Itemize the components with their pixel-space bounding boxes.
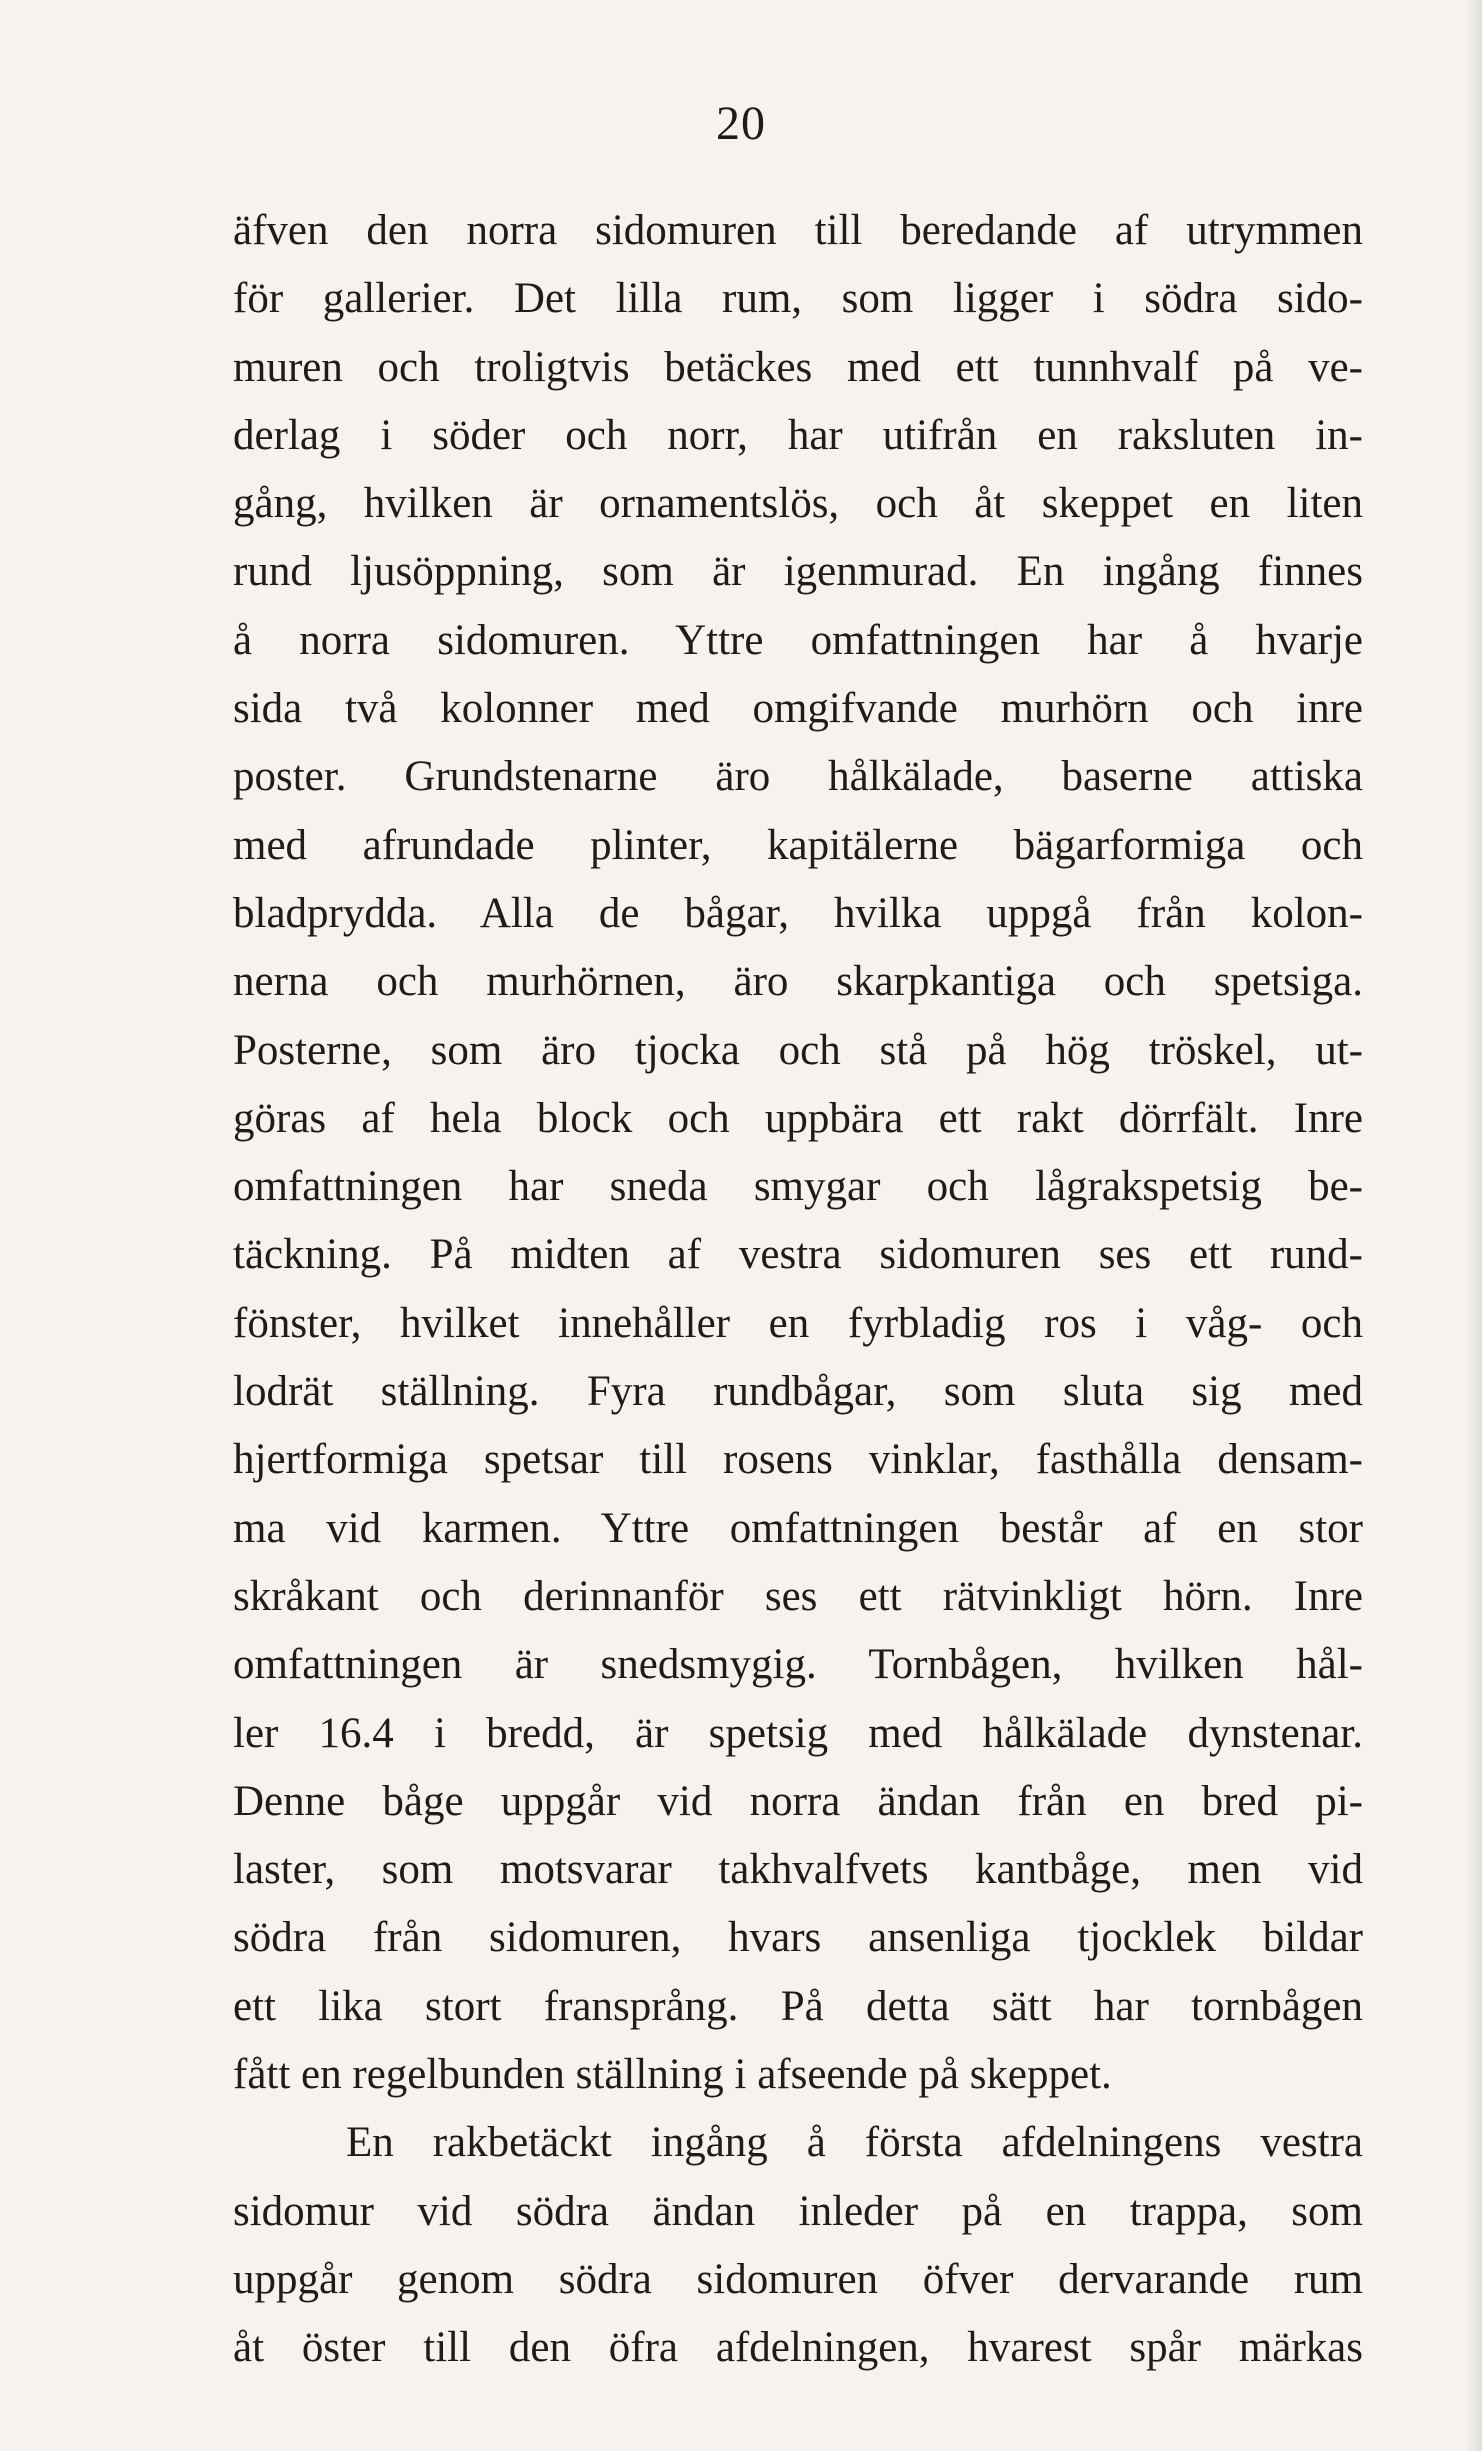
body-text [233,197,1363,2383]
text-line: bladprydda. Alla de bågar, hvilka uppgå från kolon- [233,889,1363,937]
text-line: skråkant och derinnanför ses ett rätvinkligt hörn. Inre [233,1572,1363,1620]
text-line: göras af hela block och uppbära ett rakt dörrfält. Inre [233,1094,1363,1142]
text-line: täckning. På midten af vestra sidomuren ses ett rund- [233,1231,1363,1279]
text-line: ma vid karmen. Yttre omfattningen består af en stor [233,1504,1363,1552]
text-line: äfven den norra sidomuren till beredande af utrymmen [233,207,1363,254]
text-line: omfattningen är snedsmygig. Tornbågen, hvilken hål- [233,1641,1363,1689]
text-line: poster. Grundstenarne äro hålkälade, baserne attiska [233,753,1363,801]
text-line: lodrät ställning. Fyra rundbågar, som sluta sig med [233,1368,1363,1416]
text-line: derlag i söder och norr, har utifrån en raksluten in- [233,411,1363,459]
text-line: hjertformiga spetsar till rosens vinklar, fasthålla densam- [233,1436,1363,1484]
text-line: ler 16.4 i bredd, är spetsig med hålkälade dynstenar. [233,1709,1363,1757]
text-line: fått en regelbunden ställning i afseende på skeppet. [233,2051,1112,2099]
text-line: gång, hvilken är ornamentslös, och åt skeppet en liten [233,480,1363,528]
text-line: med afrundade plinter, kapitälerne bägarformiga och [233,821,1363,869]
text-line: laster, som motsvarar takhvalfvets kantbåge, men vid [233,1846,1363,1894]
text-line: fönster, hvilket innehåller en fyrbladig ros i våg- och [233,1299,1363,1347]
text-line: sidomur vid södra ändan inleder på en trappa, som [233,2187,1363,2235]
text-line-indented: En rakbetäckt ingång å första afdelningens vestra [346,2119,1363,2167]
text-line: södra från sidomuren, hvars ansenliga tjocklek bildar [233,1914,1363,1962]
text-line: uppgår genom södra sidomuren öfver dervarande rum [233,2255,1363,2303]
text-line: muren och troligtvis betäckes med ett tunnhvalf på ve- [233,343,1363,391]
text-line: omfattningen har sneda smygar och lågrakspetsig be- [233,1163,1363,1211]
text-line: rund ljusöppning, som är igenmurad. En ingång finnes [233,548,1363,596]
text-line: för gallerier. Det lilla rum, som ligger i södra sido- [233,275,1363,323]
text-line: ett lika stort fransprång. På detta sätt har tornbågen [233,1982,1363,2030]
text-line: nerna och murhörnen, äro skarpkantiga och spetsiga. [233,958,1363,1006]
text-line: åt öster till den öfra afdelningen, hvarest spår märkas [233,2324,1363,2372]
page-edge-shadow [1464,0,1482,2451]
text-line: Posterne, som äro tjocka och stå på hög tröskel, ut- [233,1026,1363,1074]
text-line: sida två kolonner med omgifvande murhörn och inre [233,685,1363,733]
page-number: 20 [716,97,766,150]
text-line: å norra sidomuren. Yttre omfattningen har å hvarje [233,616,1363,664]
text-line: Denne båge uppgår vid norra ändan från en bred pi- [233,1777,1363,1825]
